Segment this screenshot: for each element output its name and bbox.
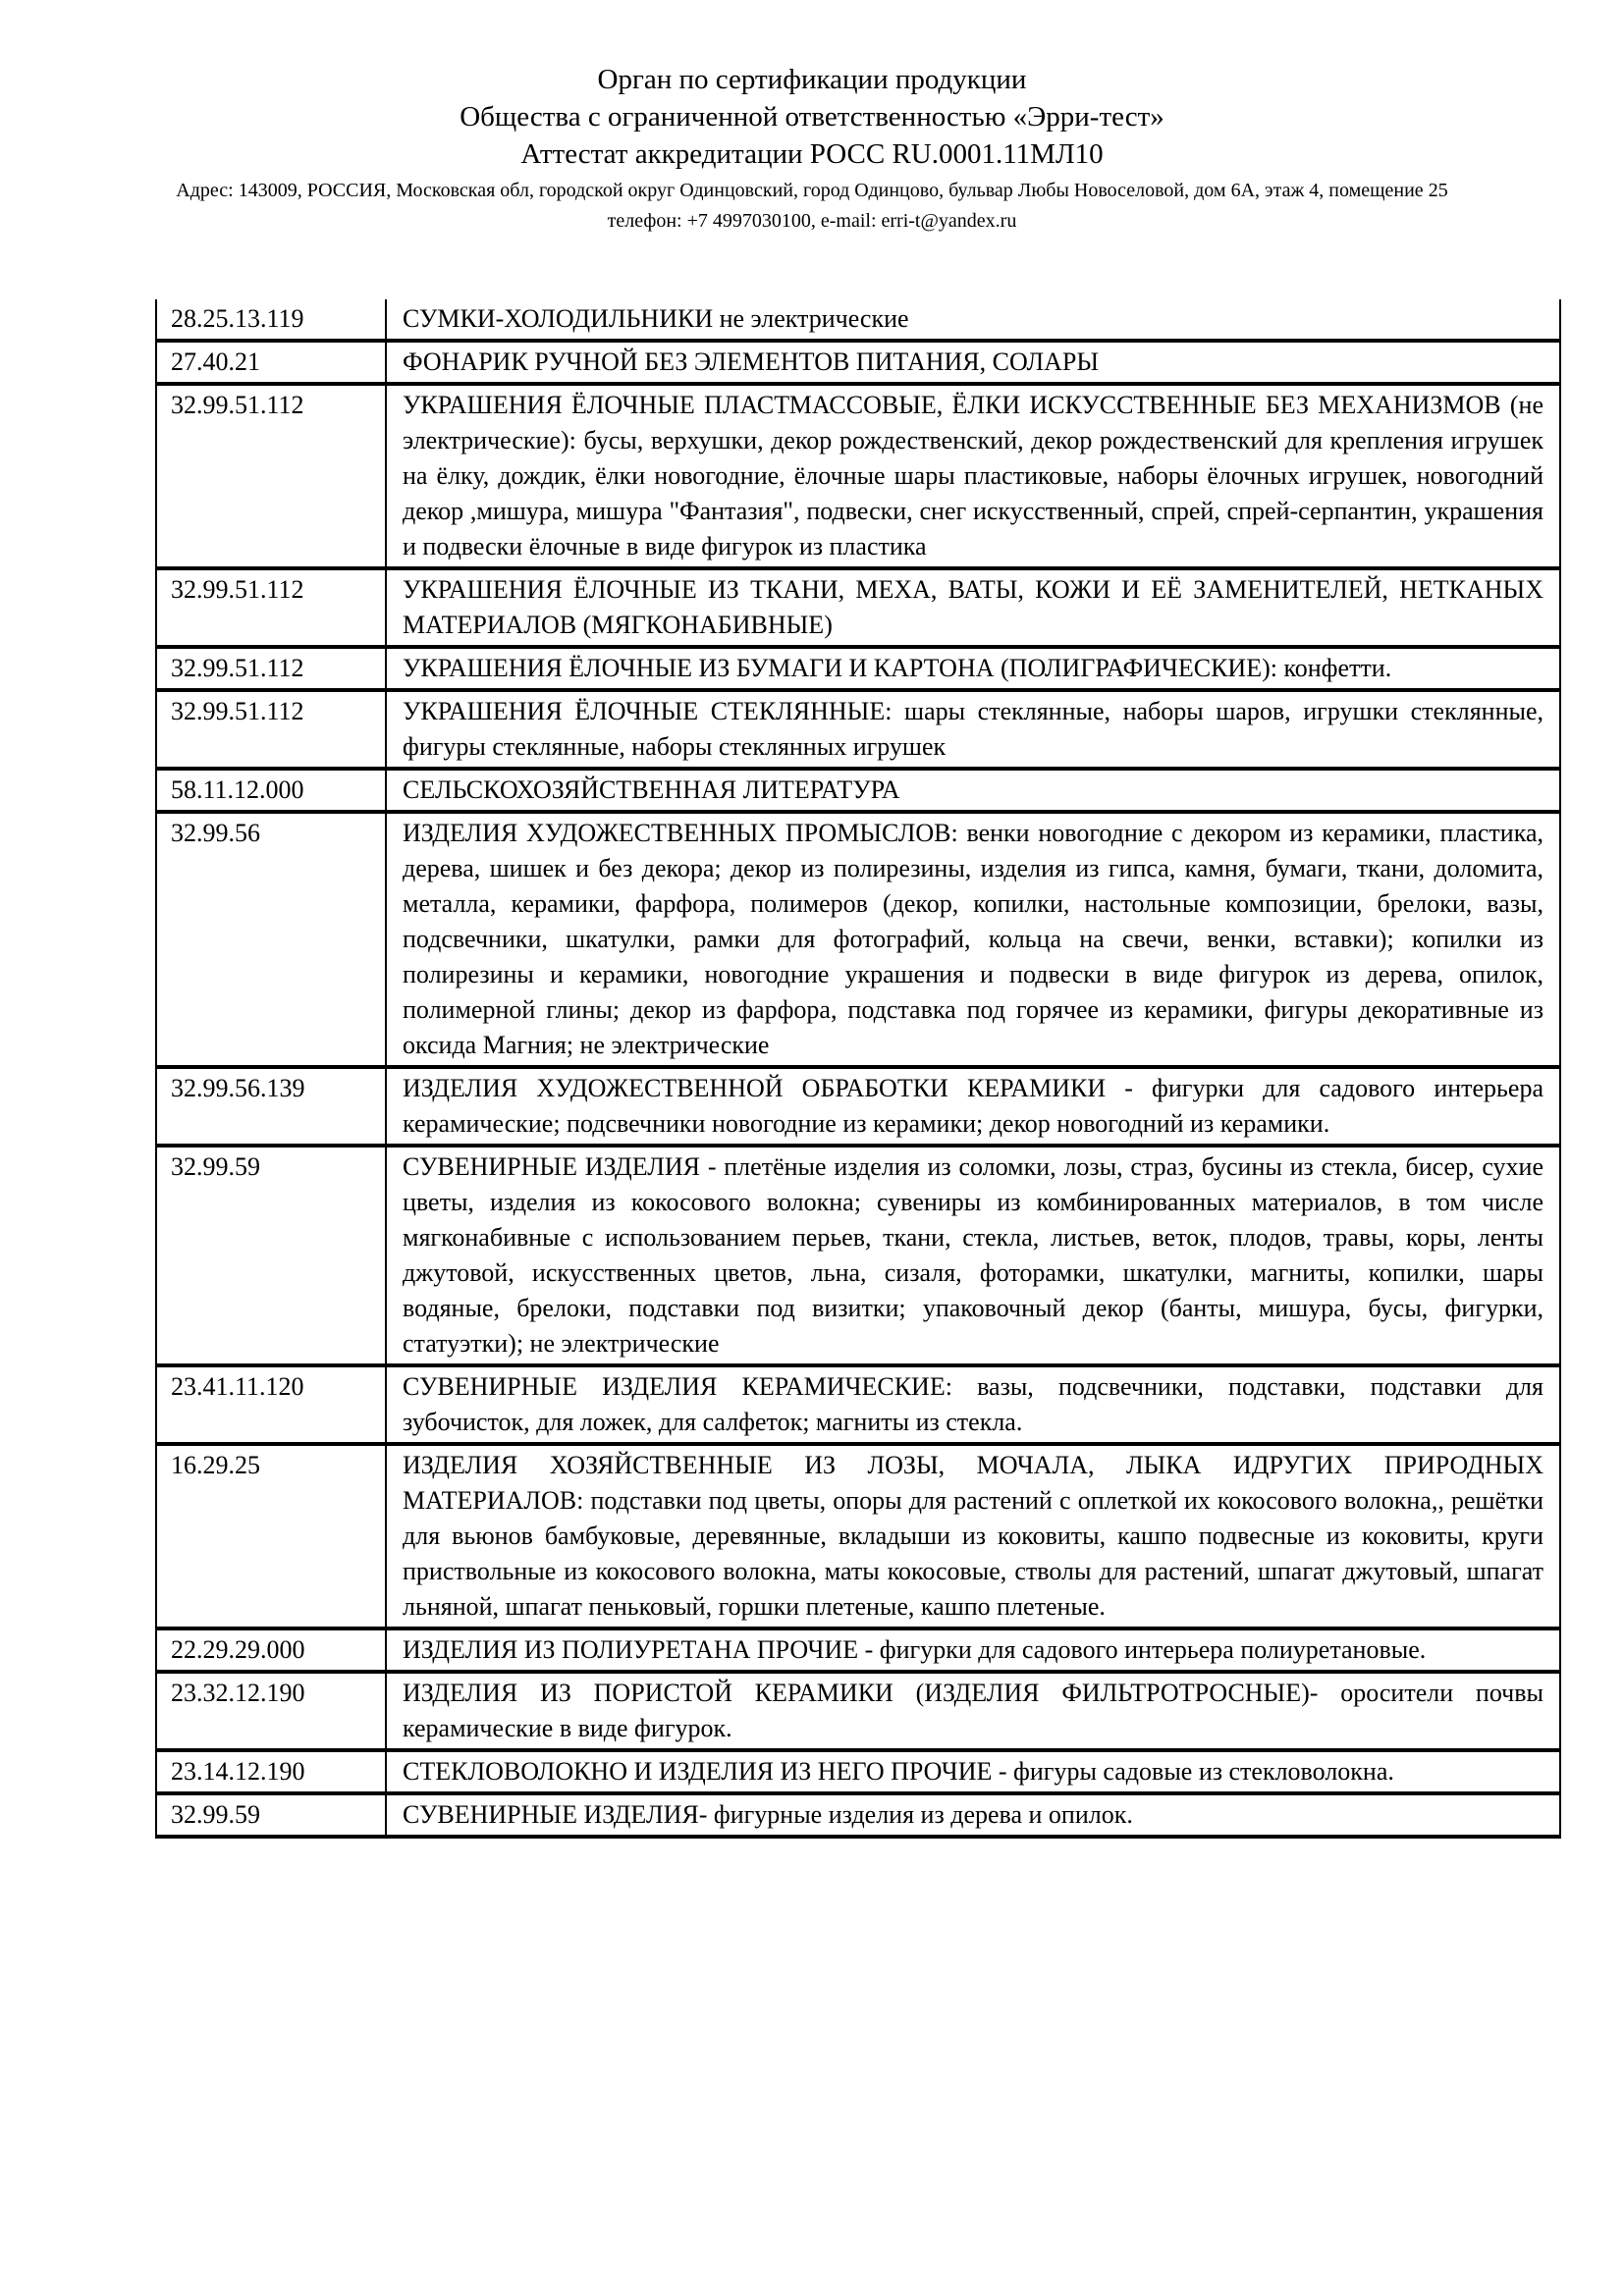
table-row bbox=[156, 1067, 1560, 1146]
table-row bbox=[156, 1672, 1560, 1750]
product-code-cell: 16.29.25 bbox=[156, 1444, 386, 1629]
product-description-cell: СУВЕНИРНЫЕ ИЗДЕЛИЯ - плетёные изделия из соломки, лозы, страз, бусины из стекла, бисер, сухие цветы, изделия из кокосового волокна; сувениры из комбинированных материалов, в том числе мягконабивные с использованием перьев, ткани, стекла, листьев, веток, плодов, травы, коры, ленты джутовой, искусственных цветов, льна, сизаля, фоторамки, шкатулки, магниты, копилки, шары водяные, брелоки, подставки под визитки; упаковочный декор (банты, мишура, бусы, фигурки, статуэтки); не электрические bbox=[403, 1152, 1543, 1358]
table-row bbox=[156, 1444, 1560, 1629]
product-code-cell: 32.99.51.112 bbox=[156, 690, 386, 769]
table-row bbox=[156, 647, 1560, 690]
product-code-cell: 23.41.11.120 bbox=[156, 1365, 386, 1444]
table-row bbox=[156, 1793, 1560, 1837]
product-description-cell: ИЗДЕЛИЯ ХУДОЖЕСТВЕННЫХ ПРОМЫСЛОВ: венки новогодние с декором из керамики, пластика, дерева, шишек и без декора; декор из полирезины, изделия из гипса, камня, бумаги, ткани, доломита, металла, керамики, фарфора, полимеров (декор, копилки, настольные композиции, брелоки, вазы, подсвечники, шкатулки, рамки для фотографий, кольца на свечи, венки, вставки); копилки из полирезины и керамики, новогодние украшения и подвески в виде фигурок из дерева, опилок, полимерной глины; декор из фарфора, подставка под горячее из керамики, фигуры декоративные из оксида Магния; не электрические bbox=[403, 819, 1543, 1059]
product-description-cell: СЕЛЬСКОХОЗЯЙСТВЕННАЯ ЛИТЕРАТУРА bbox=[403, 775, 900, 804]
product-description-cell: УКРАШЕНИЯ ЁЛОЧНЫЕ ИЗ ТКАНИ, МЕХА, ВАТЫ, КОЖИ И ЕЁ ЗАМЕНИТЕЛЕЙ, НЕТКАНЫХ МАТЕРИАЛОВ (МЯГКОНАБИВНЫЕ) bbox=[403, 575, 1543, 639]
document-header bbox=[0, 0, 1624, 235]
product-code-cell: 28.25.13.119 bbox=[156, 299, 386, 341]
table-row bbox=[156, 1146, 1560, 1365]
table-row bbox=[156, 690, 1560, 769]
contacts-line: телефон: +7 4997030100, e-mail: erri-t@yandex.ru bbox=[607, 210, 1017, 232]
table-row bbox=[156, 1750, 1560, 1793]
product-description-cell: ФОНАРИК РУЧНОЙ БЕЗ ЭЛЕМЕНТОВ ПИТАНИЯ, СОЛАРЫ bbox=[403, 347, 1100, 376]
table-row bbox=[156, 341, 1560, 384]
product-description-cell: СУМКИ-ХОЛОДИЛЬНИКИ не электрические bbox=[403, 304, 909, 333]
product-description-cell: ИЗДЕЛИЯ ИЗ ПОЛИУРЕТАНА ПРОЧИЕ - фигурки для садового интерьера полиуретановые. bbox=[403, 1635, 1427, 1664]
product-description-cell: СУВЕНИРНЫЕ ИЗДЕЛИЯ- фигурные изделия из дерева и опилок. bbox=[403, 1800, 1133, 1829]
product-code-cell: 32.99.51.112 bbox=[156, 647, 386, 690]
table-row bbox=[156, 812, 1560, 1067]
table-row bbox=[156, 568, 1560, 647]
product-code-cell: 27.40.21 bbox=[156, 341, 386, 384]
product-description-cell: ИЗДЕЛИЯ ХУДОЖЕСТВЕННОЙ ОБРАБОТКИ КЕРАМИКИ - фигурки для садового интерьера керамические; подсвечники новогодние из керамики; декор новогодний из керамики. bbox=[403, 1074, 1543, 1138]
address-line: Адрес: 143009, РОССИЯ, Московская обл, городской округ Одинцовский, город Одинцово, бульвар Любы Новоселовой, дом 6А, этаж 4, помещение 25 bbox=[176, 180, 1448, 201]
product-codes-table bbox=[155, 299, 1561, 1839]
product-description-cell: СТЕКЛОВОЛОКНО И ИЗДЕЛИЯ ИЗ НЕГО ПРОЧИЕ - фигуры садовые из стекловолокна. bbox=[403, 1757, 1394, 1786]
table-row bbox=[156, 769, 1560, 812]
product-code-cell: 32.99.59 bbox=[156, 1793, 386, 1837]
product-code-cell: 32.99.51.112 bbox=[156, 384, 386, 568]
product-description-cell: ИЗДЕЛИЯ ХОЗЯЙСТВЕННЫЕ ИЗ ЛОЗЫ, МОЧАЛА, ЛЫКА ИДРУГИХ ПРИРОДНЫХ МАТЕРИАЛОВ: подставки под цветы, опоры для растений с оплеткой их кокосового волокна,, решётки для вьюнов бамбуковые, деревянные, вкладыши из коковиты, кашпо подвесные из коковиты, круги приствольные из кокосового волокна, маты кокосовые, стволы для растений, шпагат джутовый, шпагат льняной, шпагат пеньковый, горшки плетеные, кашпо плетеные. bbox=[403, 1451, 1543, 1621]
product-description-cell: УКРАШЕНИЯ ЁЛОЧНЫЕ ИЗ БУМАГИ И КАРТОНА (ПОЛИГРАФИЧЕСКИЕ): конфетти. bbox=[403, 654, 1392, 682]
product-description-cell: СУВЕНИРНЫЕ ИЗДЕЛИЯ КЕРАМИЧЕСКИЕ: вазы, подсвечники, подставки, подставки для зубочисток, для ложек, для салфеток; магниты из стекла. bbox=[403, 1372, 1543, 1436]
product-code-cell: 32.99.59 bbox=[156, 1146, 386, 1365]
table-row bbox=[156, 1365, 1560, 1444]
product-code-cell: 32.99.51.112 bbox=[156, 568, 386, 647]
product-code-cell: 22.29.29.000 bbox=[156, 1629, 386, 1672]
table-row bbox=[156, 384, 1560, 568]
product-code-cell: 32.99.56.139 bbox=[156, 1067, 386, 1146]
product-table-body bbox=[156, 299, 1560, 1837]
table-row bbox=[156, 1629, 1560, 1672]
product-description-cell: УКРАШЕНИЯ ЁЛОЧНЫЕ ПЛАСТМАССОВЫЕ, ЁЛКИ ИСКУССТВЕННЫЕ БЕЗ МЕХАНИЗМОВ (не электрические): бусы, верхушки, декор рождественский, декор рождественский для крепления игрушек на ёлку, дождик, ёлки новогодние, ёлочные шары пластиковые, наборы ёлочных игрушек, новогодний декор ,мишура, мишура "Фантазия", подвески, снег искусственный, спрей, спрей-серпантин, украшения и подвески ёлочные в виде фигурок из пластика bbox=[403, 391, 1543, 561]
org-name-line: Общества с ограниченной ответственностью «Эрри-тест» bbox=[460, 101, 1164, 133]
product-description-cell: ИЗДЕЛИЯ ИЗ ПОРИСТОЙ КЕРАМИКИ (ИЗДЕЛИЯ ФИЛЬТРОТРОСНЫЕ)- оросители почвы керамические в виде фигурок. bbox=[403, 1679, 1543, 1742]
accreditation-line: Аттестат аккредитации РОСС RU.0001.11МЛ10 bbox=[520, 138, 1104, 170]
product-description-cell: УКРАШЕНИЯ ЁЛОЧНЫЕ СТЕКЛЯННЫЕ: шары стеклянные, наборы шаров, игрушки стеклянные, фигуры стеклянные, наборы стеклянных игрушек bbox=[403, 697, 1543, 761]
product-code-cell: 32.99.56 bbox=[156, 812, 386, 1067]
product-code-cell: 23.14.12.190 bbox=[156, 1750, 386, 1793]
product-code-cell: 23.32.12.190 bbox=[156, 1672, 386, 1750]
table-row bbox=[156, 299, 1560, 341]
org-type-line: Орган по сертификации продукции bbox=[597, 64, 1027, 95]
product-code-cell: 58.11.12.000 bbox=[156, 769, 386, 812]
